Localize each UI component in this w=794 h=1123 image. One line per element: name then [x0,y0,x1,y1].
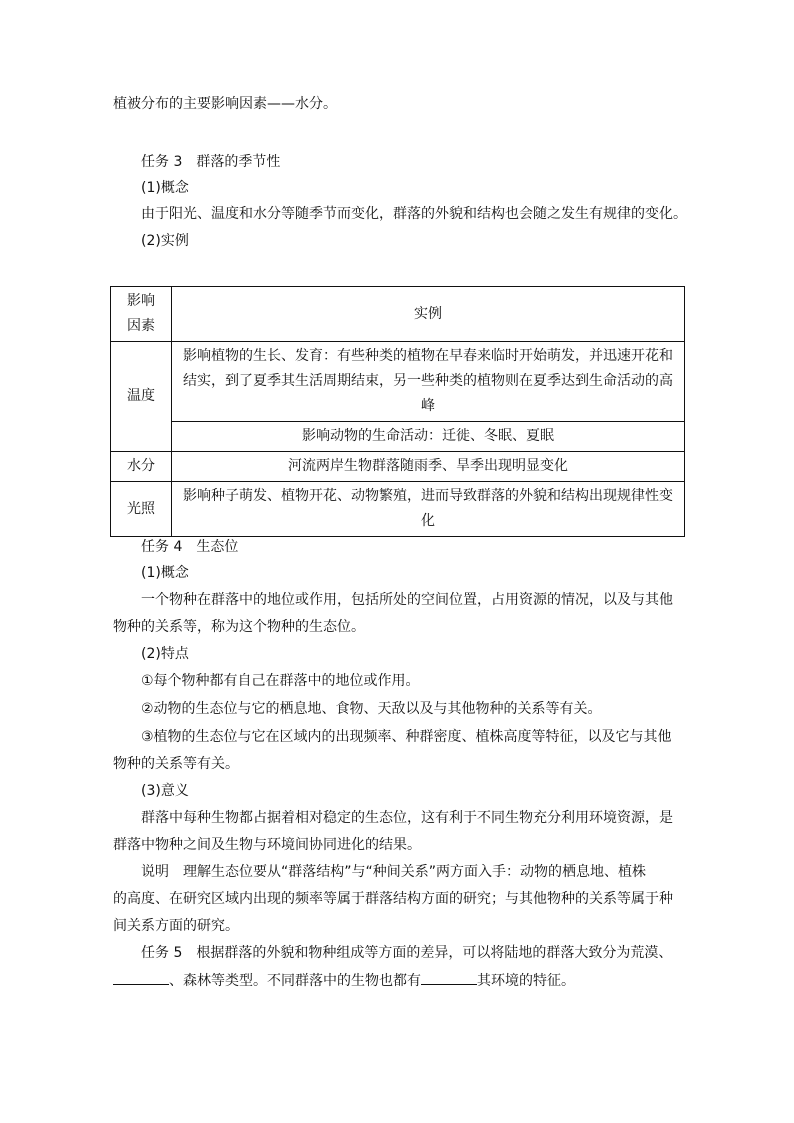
fill-blank[interactable] [113,970,169,985]
paragraph-line: ②动物的生态位与它的栖息地、食物、天敌以及与其他物种的关系等有关。 [141,701,602,717]
section-label: (3)意义 [141,783,189,799]
task3-heading: 任务 3 群落的季节性 [141,154,281,170]
note-line: 说明 理解生态位要从“群落结构”与“种间关系”两方面入手：动物的栖息地、植株 [141,864,647,880]
example-cell: 河流两岸生物群落随雨季、旱季出现明显变化 [172,452,685,482]
section-label: (1)概念 [141,180,189,196]
fill-blank[interactable] [421,970,477,985]
example-table [110,286,685,537]
paragraph-line: 由于阳光、温度和水分等随季节而变化，群落的外貌和结构也会随之发生有规律的变化。 [141,206,687,222]
note-line: 的高度、在研究区域内出现的频率等属于群落结构方面的研究；与其他物种的关系等属于种 [113,891,673,907]
paragraph-line: ①每个物种都有自己在群落中的地位或作用。 [141,673,420,689]
table-header-row [111,287,685,342]
paragraph-line: 物种的关系等，称为这个物种的生态位。 [113,619,365,635]
header-cell-example: 实例 [172,287,685,342]
example-cell: 影响动物的生命活动：迁徙、冬眠、夏眠 [172,422,685,452]
example-cell: 影响植物的生长、发育：有些种类的植物在早春来临时开始萌发，并迅速开花和结实，到了夏季其生活周期结束，另一些种类的植物则在夏季达到生命活动的高峰 [172,342,685,422]
paragraph-line: ③植物的生态位与它在区域内的出现频率、种群密度、植株高度等特征，以及它与其他 [141,729,672,745]
paragraph-line: 物种的关系等有关。 [113,756,239,772]
table-row [111,482,685,537]
table-row [111,422,685,452]
factor-cell: 光照 [111,482,172,537]
factor-cell: 水分 [111,452,172,482]
paragraph-line: 群落中物种之间及生物与环境间协同进化的结果。 [113,837,421,853]
table-row [111,342,685,422]
header-cell-factor: 影响 因素 [111,287,172,342]
factor-cell: 温度 [111,342,172,452]
task5-line: 任务 5 根据群落的外貌和物种组成等方面的差异，可以将陆地的群落大致分为荒漠、 [141,945,673,961]
example-cell: 影响种子萌发、植物开花、动物繁殖，进而导致群落的外貌和结构出现规律性变化 [172,482,685,537]
paragraph-line: 群落中每种生物都占据着相对稳定的生态位，这有利于不同生物充分利用环境资源，是 [141,810,673,826]
paragraph-line: 植被分布的主要影响因素——水分。 [113,96,337,112]
section-label: (1)概念 [141,565,189,581]
section-label: (2)特点 [141,646,189,662]
task4-heading: 任务 4 生态位 [141,539,239,555]
table-row [111,452,685,482]
paragraph-line: 一个物种在群落中的地位或作用，包括所处的空间位置，占用资源的情况，以及与其他 [141,592,673,608]
task5-line: 、森林等类型。不同群落中的生物也都有 其环境的特征。 [113,970,575,991]
section-label: (2)实例 [141,233,189,249]
note-line: 间关系方面的研究。 [113,918,239,934]
